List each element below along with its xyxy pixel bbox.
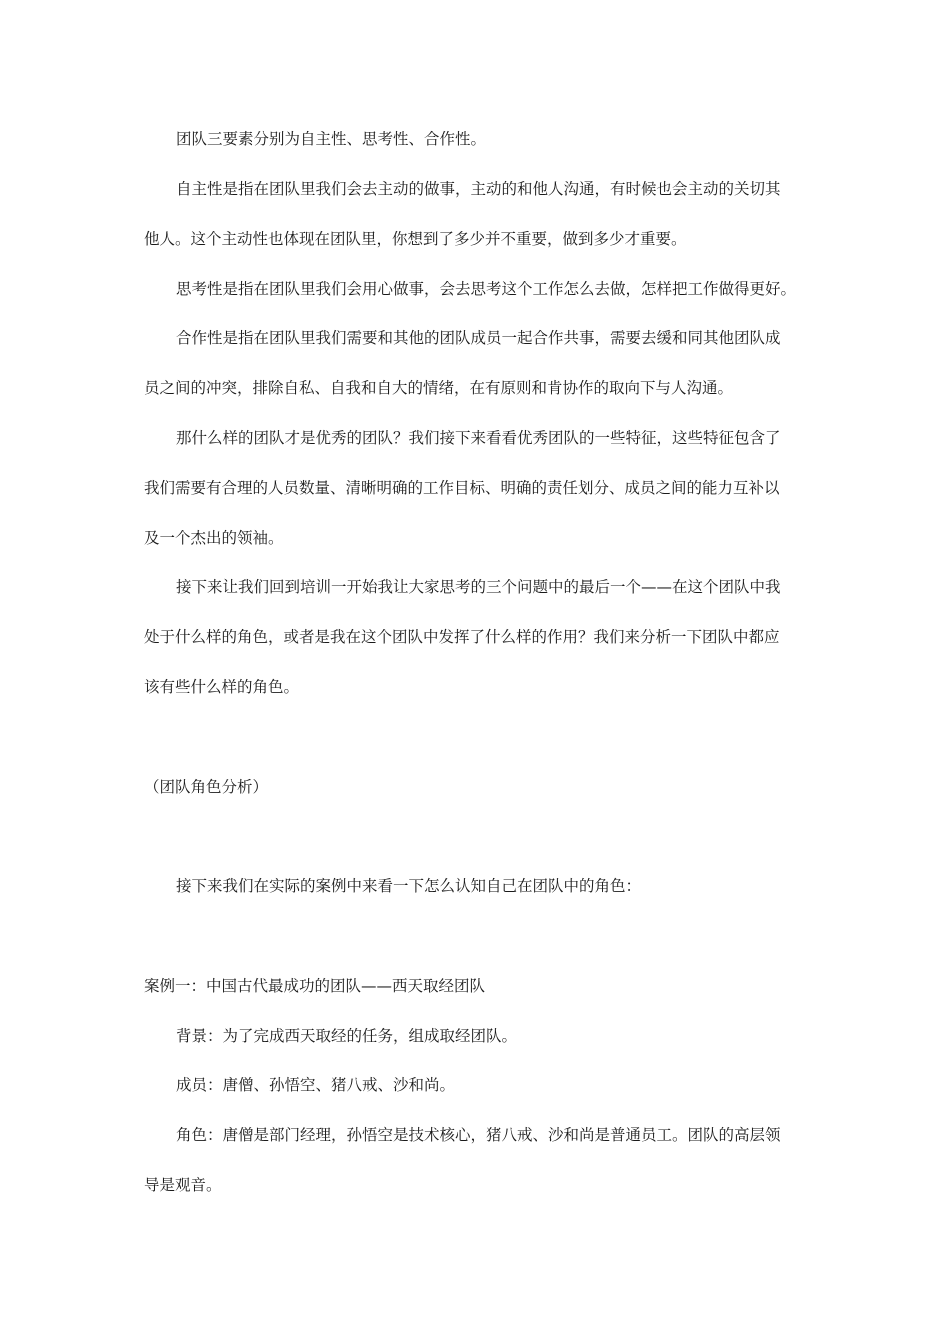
- paragraph-line: 合作性是指在团队里我们需要和其他的团队成员一起合作共事，需要去缓和同其他团队成: [176, 329, 781, 347]
- paragraph-line: 那什么样的团队才是优秀的团队？我们接下来看看优秀团队的一些特征，这些特征包含了: [176, 429, 781, 447]
- paragraph-line: 及一个杰出的领袖。: [144, 529, 284, 547]
- paragraph-line: 接下来让我们回到培训一开始我让大家思考的三个问题中的最后一个——在这个团队中我: [176, 578, 781, 596]
- paragraph-line: 自主性是指在团队里我们会去主动的做事，主动的和他人沟通，有时候也会主动的关切其: [176, 180, 781, 198]
- case-heading: 案例一：中国古代最成功的团队——西天取经团队: [144, 977, 486, 995]
- paragraph-line: 该有些什么样的角色。: [144, 678, 300, 696]
- paragraph-line: 员之间的冲突，排除自私、自我和自大的情绪，在有原则和肯协作的取向下与人沟通。: [144, 379, 734, 397]
- paragraph-line: 接下来我们在实际的案例中来看一下怎么认知自己在团队中的角色：: [176, 877, 642, 895]
- paragraph-line: 我们需要有合理的人员数量、清晰明确的工作目标、明确的责任划分、成员之间的能力互补以: [144, 479, 780, 497]
- paragraph-line: 他人。这个主动性也体现在团队里，你想到了多少并不重要，做到多少才重要。: [144, 230, 687, 248]
- paragraph-line: 导是观音。: [144, 1176, 222, 1194]
- paragraph-line: 成员：唐僧、孙悟空、猪八戒、沙和尚。: [176, 1076, 456, 1094]
- paragraph-line: 角色：唐僧是部门经理，孙悟空是技术核心，猪八戒、沙和尚是普通员工。团队的高层领: [176, 1126, 781, 1144]
- paragraph-line: 团队三要素分别为自主性、思考性、合作性。: [176, 130, 487, 148]
- paragraph-line: 处于什么样的角色，或者是我在这个团队中发挥了什么样的作用？我们来分析一下团队中都应: [144, 628, 780, 646]
- section-label: （团队角色分析）: [144, 778, 269, 796]
- paragraph-line: 思考性是指在团队里我们会用心做事，会去思考这个工作怎么去做，怎样把工作做得更好。: [176, 280, 797, 298]
- paragraph-line: 背景：为了完成西天取经的任务，组成取经团队。: [176, 1027, 518, 1045]
